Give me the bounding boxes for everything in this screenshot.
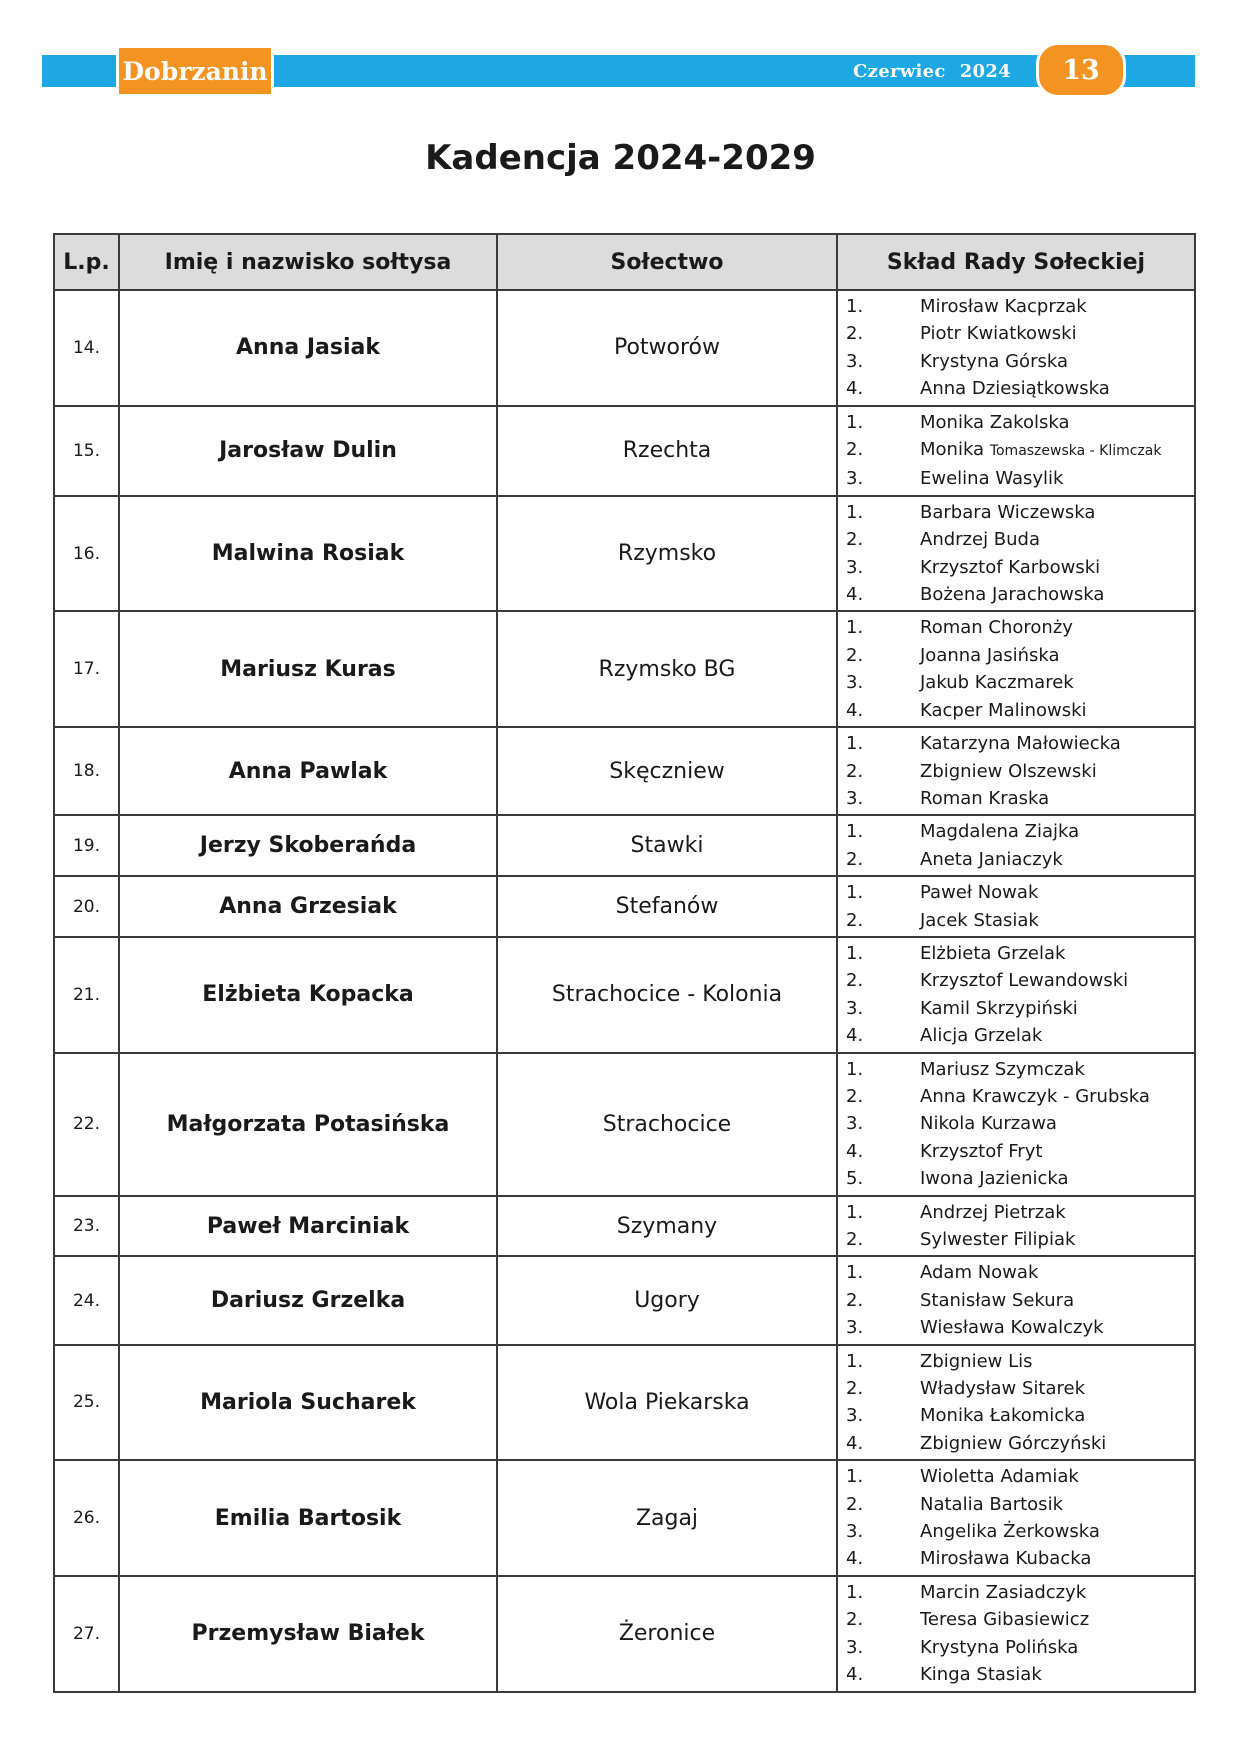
table-row [54, 1345, 1195, 1461]
council-member-number: 1. [846, 1466, 864, 1488]
council-member-number: 4. [846, 584, 864, 606]
council-member [838, 1199, 1194, 1226]
council-member-name: Kinga Stasiak [920, 1664, 1042, 1686]
soltys-name: Mariusz Kuras [119, 611, 497, 727]
soltys-name: Malwina Rosiak [119, 496, 497, 612]
table-row [54, 815, 1195, 876]
council-member-number: 2. [846, 529, 864, 551]
council-member-name: Alicja Grzelak [920, 1025, 1043, 1047]
council-member-number: 2. [846, 439, 864, 461]
council-member [838, 320, 1194, 347]
table-row [54, 1256, 1195, 1344]
council-member-name: Krzysztof Lewandowski [920, 970, 1129, 992]
council-member-number: 1. [846, 821, 864, 843]
council-member-number: 1. [846, 733, 864, 755]
council-member-name: Kamil Skrzypiński [920, 997, 1078, 1019]
col-header-council: Skład Rady Sołeckiej [837, 234, 1195, 290]
council-member-name: Ewelina Wasylik [920, 468, 1064, 490]
council-member-name: Nikola Kurzawa [920, 1113, 1057, 1135]
council-member-name: Katarzyna Małowiecka [920, 733, 1121, 755]
council-member-number: 2. [846, 909, 864, 931]
table-row [54, 876, 1195, 937]
soltys-name: Anna Jasiak [119, 290, 497, 406]
row-number: 14. [54, 290, 119, 406]
council-member [838, 348, 1194, 375]
council-member-number: 2. [846, 848, 864, 870]
council-member-name: Krystyna Górska [920, 350, 1068, 372]
council-member [838, 785, 1194, 812]
council-member-number: 2. [846, 1289, 864, 1311]
council-member [838, 907, 1194, 934]
council-members [837, 727, 1195, 815]
council-member-number: 3. [846, 350, 864, 372]
council-member [838, 1491, 1194, 1518]
council-member-number: 5. [846, 1168, 864, 1190]
council-member-number: 4. [846, 699, 864, 721]
council-member-number: 3. [846, 997, 864, 1019]
col-header-village: Sołectwo [497, 234, 837, 290]
council-member [838, 1314, 1194, 1341]
council-member-number: 4. [846, 1432, 864, 1454]
council-member-number: 4. [846, 378, 864, 400]
council-member [838, 614, 1194, 641]
table-row [54, 611, 1195, 727]
table-row [54, 1460, 1195, 1576]
table-body [54, 290, 1195, 1692]
village-name: Rzechta [497, 406, 837, 496]
council-member [838, 669, 1194, 696]
council-member-name: Roman Choronży [920, 617, 1073, 639]
council-member [838, 554, 1194, 581]
council-member-number: 2. [846, 1229, 864, 1250]
council-member [838, 995, 1194, 1022]
council-member [838, 499, 1194, 526]
page-title: Kadencja 2024-2029 [425, 138, 816, 178]
table-row [54, 1053, 1195, 1196]
council-member [838, 1375, 1194, 1402]
village-name: Ugory [497, 1256, 837, 1344]
issue-year: 2024 [959, 60, 1011, 82]
col-header-lp: L.p. [54, 234, 119, 290]
soltys-name: Jerzy Skoberańda [119, 815, 497, 876]
council-member-name: Wioletta Adamiak [920, 1466, 1079, 1488]
council-member-number: 1. [846, 501, 864, 523]
village-name: Rzymsko [497, 496, 837, 612]
council-member-name: Wiesława Kowalczyk [920, 1317, 1104, 1339]
council-member-name: Natalia Bartosik [920, 1493, 1063, 1515]
council-members [837, 1345, 1195, 1461]
council-member-name: Krzysztof Karbowski [920, 556, 1101, 578]
village-name: Stawki [497, 815, 837, 876]
council-members [837, 1256, 1195, 1344]
council-member-number: 4. [846, 1664, 864, 1686]
council-member-number: 1. [846, 411, 864, 433]
council-member [838, 1287, 1194, 1314]
row-number: 24. [54, 1256, 119, 1344]
village-name: Strachocice - Kolonia [497, 937, 837, 1053]
council-member-number: 2. [846, 1609, 864, 1631]
council-member-number: 1. [846, 296, 864, 317]
row-number: 19. [54, 815, 119, 876]
village-name: Strachocice [497, 1053, 837, 1196]
council-member-number: 2. [846, 644, 864, 666]
council-members [837, 1196, 1195, 1257]
council-member-name: Angelika Żerkowska [920, 1521, 1100, 1543]
council-member [838, 409, 1194, 436]
council-member-number: 1. [846, 1058, 864, 1080]
council-member [838, 1022, 1194, 1049]
council-member-name: Aneta Janiaczyk [920, 848, 1063, 870]
row-number: 17. [54, 611, 119, 727]
council-member [838, 1165, 1194, 1192]
council-member [838, 1518, 1194, 1545]
council-member-name: Monika Zakolska [920, 411, 1070, 433]
council-member-name: Mirosława Kubacka [920, 1548, 1092, 1570]
table-row [54, 937, 1195, 1053]
council-member-name: Monika Tomaszewska - Klimczak [920, 439, 1162, 461]
row-number: 16. [54, 496, 119, 612]
council-member-name: Krystyna Polińska [920, 1636, 1079, 1658]
row-number: 27. [54, 1576, 119, 1692]
council-member-name: Paweł Nowak [920, 882, 1039, 904]
council-member [838, 1348, 1194, 1375]
council-member-number: 2. [846, 1085, 864, 1107]
council-member [838, 1579, 1194, 1606]
council-member [838, 846, 1194, 873]
council-member-name: Zbigniew Olszewski [920, 760, 1097, 782]
soltys-name: Anna Pawlak [119, 727, 497, 815]
council-member-number: 1. [846, 1201, 864, 1223]
council-member [838, 1138, 1194, 1165]
council-member-name: Iwona Jazienicka [920, 1168, 1069, 1190]
council-table [53, 233, 1196, 1693]
col-header-name: Imię i nazwisko sołtysa [119, 234, 497, 290]
council-member-number: 1. [846, 1350, 864, 1372]
council-member [838, 1083, 1194, 1110]
council-member-name: Marcin Zasiadczyk [920, 1581, 1087, 1603]
council-member-name: Andrzej Buda [920, 529, 1041, 551]
issue-date [853, 57, 1011, 85]
council-member-name: Krzysztof Fryt [920, 1140, 1043, 1162]
council-member [838, 697, 1194, 724]
council-member [838, 465, 1194, 492]
council-members [837, 406, 1195, 496]
council-members [837, 876, 1195, 937]
council-member-name: Joanna Jasińska [920, 644, 1060, 666]
page-number: 13 [1036, 42, 1126, 98]
council-member-name: Stanisław Sekura [920, 1289, 1075, 1311]
council-members [837, 496, 1195, 612]
council-member-number: 3. [846, 672, 864, 694]
village-name: Żeronice [497, 1576, 837, 1692]
council-member-name: Teresa Gibasiewicz [920, 1609, 1090, 1631]
row-number: 21. [54, 937, 119, 1053]
village-name: Szymany [497, 1196, 837, 1257]
council-members [837, 290, 1195, 406]
soltys-name: Małgorzata Potasińska [119, 1053, 497, 1196]
soltys-name: Dariusz Grzelka [119, 1256, 497, 1344]
council-members [837, 1576, 1195, 1692]
council-member-number: 1. [846, 1581, 864, 1603]
soltys-name: Jarosław Dulin [119, 406, 497, 496]
council-member-number: 3. [846, 1113, 864, 1135]
village-name: Potworów [497, 290, 837, 406]
council-member-number: 2. [846, 760, 864, 782]
council-member-number: 2. [846, 323, 864, 345]
council-member-number: 1. [846, 882, 864, 904]
council-members [837, 611, 1195, 727]
council-member-number: 3. [846, 556, 864, 578]
council-member [838, 293, 1194, 320]
table-row [54, 1196, 1195, 1257]
village-name: Stefanów [497, 876, 837, 937]
council-member-name: Bożena Jarachowska [920, 584, 1105, 606]
council-member-name: Barbara Wiczewska [920, 501, 1096, 523]
council-member-number: 4. [846, 1548, 864, 1570]
village-name: Rzymsko BG [497, 611, 837, 727]
council-members [837, 1460, 1195, 1576]
council-member [838, 940, 1194, 967]
village-name: Skęczniew [497, 727, 837, 815]
council-member-number: 4. [846, 1025, 864, 1047]
council-member [838, 1226, 1194, 1253]
council-member-number: 1. [846, 1262, 864, 1284]
soltys-name: Przemysław Białek [119, 1576, 497, 1692]
row-number: 23. [54, 1196, 119, 1257]
row-number: 18. [54, 727, 119, 815]
council-member [838, 526, 1194, 553]
table-row [54, 290, 1195, 406]
council-member [838, 1430, 1194, 1457]
council-member-number: 2. [846, 1378, 864, 1400]
council-member [838, 1661, 1194, 1688]
council-member-number: 2. [846, 970, 864, 992]
council-member-number: 3. [846, 1636, 864, 1658]
table-row [54, 406, 1195, 496]
row-number: 26. [54, 1460, 119, 1576]
village-name: Wola Piekarska [497, 1345, 837, 1461]
council-member [838, 1463, 1194, 1490]
council-member [838, 1110, 1194, 1137]
council-member [838, 1634, 1194, 1661]
council-member-name: Zbigniew Lis [920, 1350, 1033, 1372]
brand-logo: Dobrzanin [116, 45, 274, 97]
council-member-number: 1. [846, 942, 864, 964]
council-member-name: Monika Łakomicka [920, 1405, 1086, 1427]
council-member [838, 879, 1194, 906]
council-member-number: 4. [846, 1140, 864, 1162]
council-member [838, 1545, 1194, 1572]
table-row [54, 496, 1195, 612]
council-member [838, 642, 1194, 669]
soltys-name: Paweł Marciniak [119, 1196, 497, 1257]
table-header-row [54, 234, 1195, 290]
council-member-name: Piotr Kwiatkowski [920, 323, 1077, 345]
row-number: 22. [54, 1053, 119, 1196]
village-name: Zagaj [497, 1460, 837, 1576]
council-member [838, 436, 1194, 465]
council-member-number: 3. [846, 1405, 864, 1427]
council-member-name: Władysław Sitarek [920, 1378, 1086, 1400]
council-member-name: Kacper Malinowski [920, 699, 1087, 721]
table-row [54, 727, 1195, 815]
council-member-number: 1. [846, 617, 864, 639]
council-member [838, 758, 1194, 785]
council-member-name: Anna Dziesiątkowska [920, 378, 1110, 400]
council-member-number: 3. [846, 787, 864, 809]
council-member-name: Jakub Kaczmarek [920, 672, 1074, 694]
council-member-name: Magdalena Ziajka [920, 821, 1080, 843]
council-member [838, 1606, 1194, 1633]
council-member [838, 375, 1194, 402]
council-member [838, 1402, 1194, 1429]
council-members [837, 1053, 1195, 1196]
council-member [838, 967, 1194, 994]
row-number: 15. [54, 406, 119, 496]
council-member [838, 581, 1194, 608]
council-members [837, 815, 1195, 876]
soltys-name: Mariola Sucharek [119, 1345, 497, 1461]
council-member-number: 2. [846, 1493, 864, 1515]
issue-month: Czerwiec [853, 60, 946, 82]
row-number: 20. [54, 876, 119, 937]
council-member [838, 1056, 1194, 1083]
council-member-name: Adam Nowak [920, 1262, 1039, 1284]
council-member-name: Anna Krawczyk - Grubska [920, 1085, 1150, 1107]
council-member-name: Sylwester Filipiak [920, 1229, 1076, 1250]
council-member-name: Jacek Stasiak [920, 909, 1039, 931]
soltys-name: Emilia Bartosik [119, 1460, 497, 1576]
soltys-name: Anna Grzesiak [119, 876, 497, 937]
council-members [837, 937, 1195, 1053]
council-member [838, 818, 1194, 845]
council-member-number: 3. [846, 468, 864, 490]
council-member-name: Zbigniew Górczyński [920, 1432, 1107, 1454]
row-number: 25. [54, 1345, 119, 1461]
table-row [54, 1576, 1195, 1692]
council-member-number: 3. [846, 1521, 864, 1543]
council-member-name: Elżbieta Grzelak [920, 942, 1066, 964]
council-member-name: Mariusz Szymczak [920, 1058, 1085, 1080]
council-member-name: Roman Kraska [920, 787, 1050, 809]
council-member [838, 1259, 1194, 1286]
council-member [838, 730, 1194, 757]
soltys-name: Elżbieta Kopacka [119, 937, 497, 1053]
council-member-name: Mirosław Kacprzak [920, 296, 1087, 317]
council-member-number: 3. [846, 1317, 864, 1339]
council-member-name: Andrzej Pietrzak [920, 1201, 1066, 1223]
